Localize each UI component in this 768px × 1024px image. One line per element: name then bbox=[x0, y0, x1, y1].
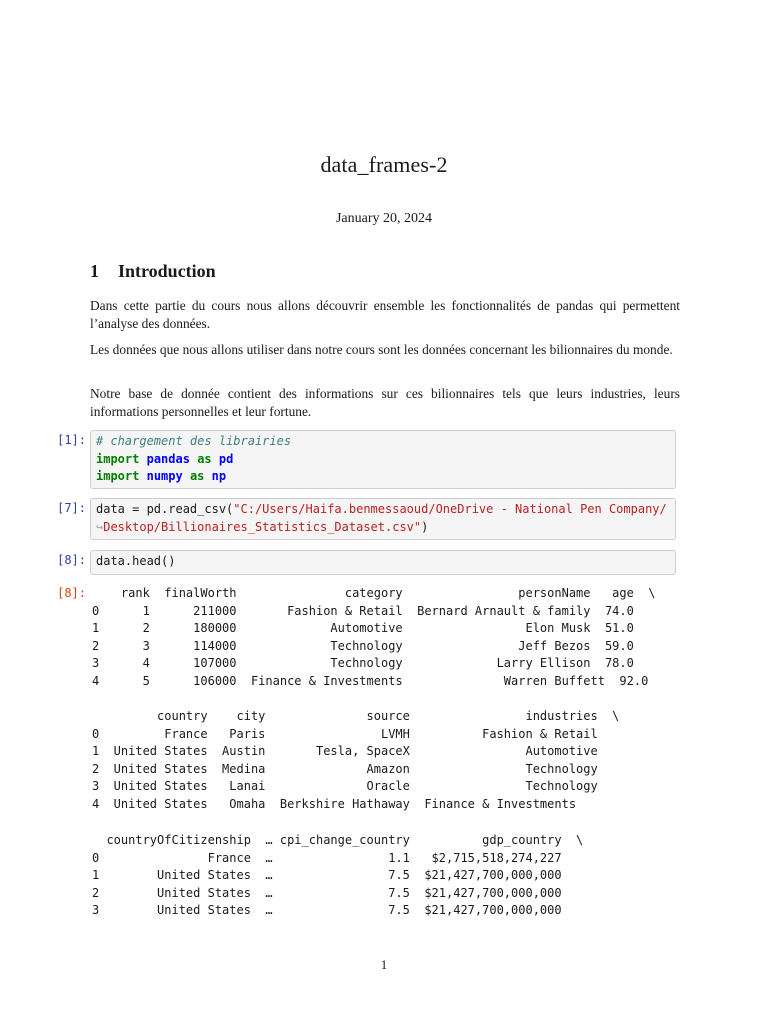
output-line: 0 France Paris LVMH Fashion & Retail bbox=[92, 726, 598, 741]
module-name: pandas bbox=[146, 451, 190, 466]
cell-1-prompt: [1]: bbox=[57, 433, 86, 447]
code-string: "C:/Users/Haifa.benmessaoud/OneDrive - National Pen Company/ bbox=[233, 502, 667, 516]
output-line: country city source industries \ bbox=[92, 709, 620, 723]
code-text: ) bbox=[421, 519, 429, 534]
output-block-3 bbox=[92, 832, 583, 920]
code-text: data.head() bbox=[96, 554, 176, 568]
output-line: 2 United States Medina Amazon Technology bbox=[92, 761, 598, 776]
cell-8-prompt: [8]: bbox=[57, 553, 86, 567]
cell-7-prompt: [7]: bbox=[57, 501, 86, 515]
code-cell-1[interactable] bbox=[90, 430, 676, 489]
module-alias: np bbox=[211, 469, 227, 483]
paragraph-2: Les données que nous allons utiliser dans notre cours sont les données concernant les bilionnaires du monde. bbox=[90, 342, 673, 357]
keyword: as bbox=[197, 451, 212, 466]
section-title: Introduction bbox=[118, 261, 216, 281]
output-line: 1 United States Austin Tesla, SpaceX Automotive bbox=[92, 744, 598, 758]
keyword: import bbox=[96, 469, 140, 483]
output-line: 1 2 180000 Automotive Elon Musk 51.0 bbox=[92, 621, 634, 635]
section-heading bbox=[90, 261, 216, 282]
code-string: Desktop/Billionaires_Statistics_Dataset.csv" bbox=[103, 519, 422, 534]
output-line: 3 4 107000 Technology Larry Ellison 78.0 bbox=[92, 656, 634, 670]
output-line: 3 United States Lanai Oracle Technology bbox=[92, 779, 598, 793]
module-alias: pd bbox=[218, 451, 234, 466]
output-line: 2 United States … 7.5 $21,427,700,000,000 bbox=[92, 885, 562, 900]
module-name: numpy bbox=[146, 469, 183, 483]
output-line: 2 3 114000 Technology Jeff Bezos 59.0 bbox=[92, 638, 634, 653]
code-comment: # chargement des librairies bbox=[96, 434, 292, 448]
page-number: 1 bbox=[380, 957, 388, 972]
output-line: 4 5 106000 Finance & Investments Warren Buffett 92.0 bbox=[92, 673, 649, 688]
output-line: 4 United States Omaha Berkshire Hathaway Finance & Investments bbox=[92, 796, 577, 811]
output-prompt: [8]: bbox=[57, 586, 86, 600]
code-text: data = pd.read_csv( bbox=[96, 502, 234, 516]
output-line: 3 United States … 7.5 $21,427,700,000,000 bbox=[92, 903, 562, 917]
output-line: 0 1 211000 Fashion & Retail Bernard Arnault & family 74.0 bbox=[92, 603, 634, 618]
code-cell-7[interactable] bbox=[90, 498, 676, 540]
output-line: countryOfCitizenship … cpi_change_country gdp_country \ bbox=[92, 833, 584, 847]
section-number: 1 bbox=[90, 261, 99, 281]
document-title: data_frames-2 bbox=[320, 152, 448, 177]
output-line: 0 France … 1.1 $2,715,518,274,227 bbox=[92, 850, 562, 865]
keyword: import bbox=[96, 451, 140, 466]
paragraph-3: Notre base de donnée contient des informations sur ces bilionnaires tels que leurs industries, leurs informations personnelles et leur fortune. bbox=[90, 386, 680, 419]
paragraph-1: Dans cette partie du cours nous allons découvrir ensemble les fonctionnalités de pandas qui permettent l’analyse des données. bbox=[90, 298, 680, 331]
code-cell-8[interactable] bbox=[90, 550, 676, 575]
output-block-2 bbox=[92, 708, 619, 813]
output-line: 1 United States … 7.5 $21,427,700,000,000 bbox=[92, 868, 562, 882]
line-continuation-icon: ↪ bbox=[96, 519, 104, 534]
output-line: rank finalWorth category personName age \ bbox=[92, 586, 656, 600]
output-block-1 bbox=[92, 585, 656, 690]
document-date: January 20, 2024 bbox=[335, 211, 433, 226]
keyword: as bbox=[189, 469, 205, 483]
